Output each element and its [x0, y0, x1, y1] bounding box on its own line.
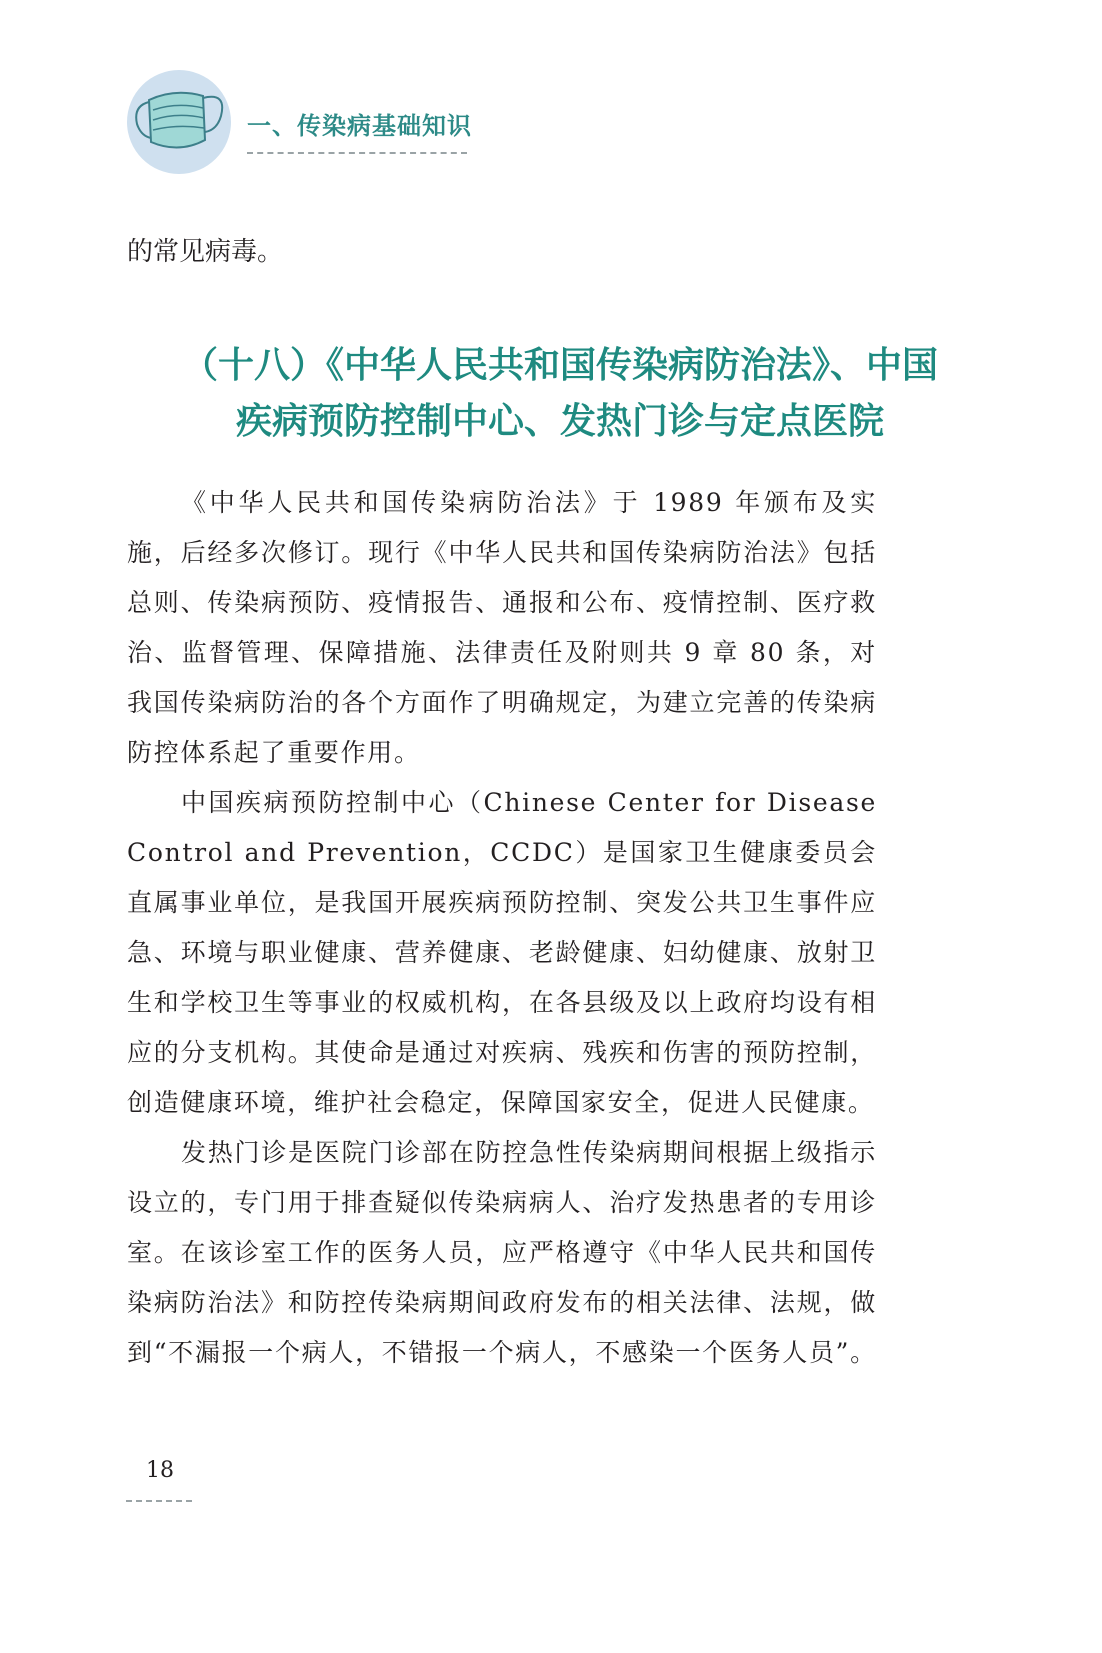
chapter-title-divider [247, 152, 467, 154]
chapter-title: 一、传染病基础知识 [247, 112, 472, 140]
paragraph-ccdc: 中国疾病预防控制中心（Chinese Center for Disease Control and Prevention，CCDC）是国家卫生健康委员会直属事业单位，是我国开展疾病预防控制、突发公共卫生事件应急、环境与职业健康、营养健康、老龄健康、妇幼健康、放射卫生和学校卫生等事业的权威机构，在各县级及以上政府均设有相应的分支机构。其使命是通过对疾病、残疾和伤害的预防控制，创造健康环境，维护社会稳定，保障国家安全，促进人民健康。 [127, 788, 877, 1117]
continued-text: 的常见病毒。 [127, 237, 284, 267]
surgical-mask-icon [127, 70, 231, 174]
section-heading [110, 338, 1010, 450]
paragraph-fever-clinic: 发热门诊是医院门诊部在防控急性传染病期间根据上级指示设立的，专门用于排查疑似传染病病人、治疗发热患者的专用诊室。在该诊室工作的医务人员，应严格遵守《中华人民共和国传染病防治法》和防控传染病期间政府发布的相关法律、法规，做到“不漏报一个病人，不错报一个病人，不感染一个医务人员”。 [127, 1138, 877, 1367]
page-number: 18 [146, 1458, 174, 1483]
paragraph-infectious-disease-law: 《中华人民共和国传染病防治法》于 1989 年颁布及实施，后经多次修订。现行《中华人民共和国传染病防治法》包括总则、传染病预防、疫情报告、通报和公布、疫情控制、医疗救治、监督管理、保障措施、法律责任及附则共 9 章 80 条，对我国传染病防治的各个方面作了明确规定，为建立完善的传染病防控体系起了重要作用。 [127, 488, 877, 767]
section-body [127, 478, 877, 1378]
page-number-divider [126, 1500, 192, 1502]
section-heading-line-2: 疾病预防控制中心、发热门诊与定点医院 [235, 401, 884, 442]
chapter-header [127, 70, 487, 180]
section-heading-line-1: （十八）《中华人民共和国传染病防治法》、中国 [181, 345, 938, 386]
